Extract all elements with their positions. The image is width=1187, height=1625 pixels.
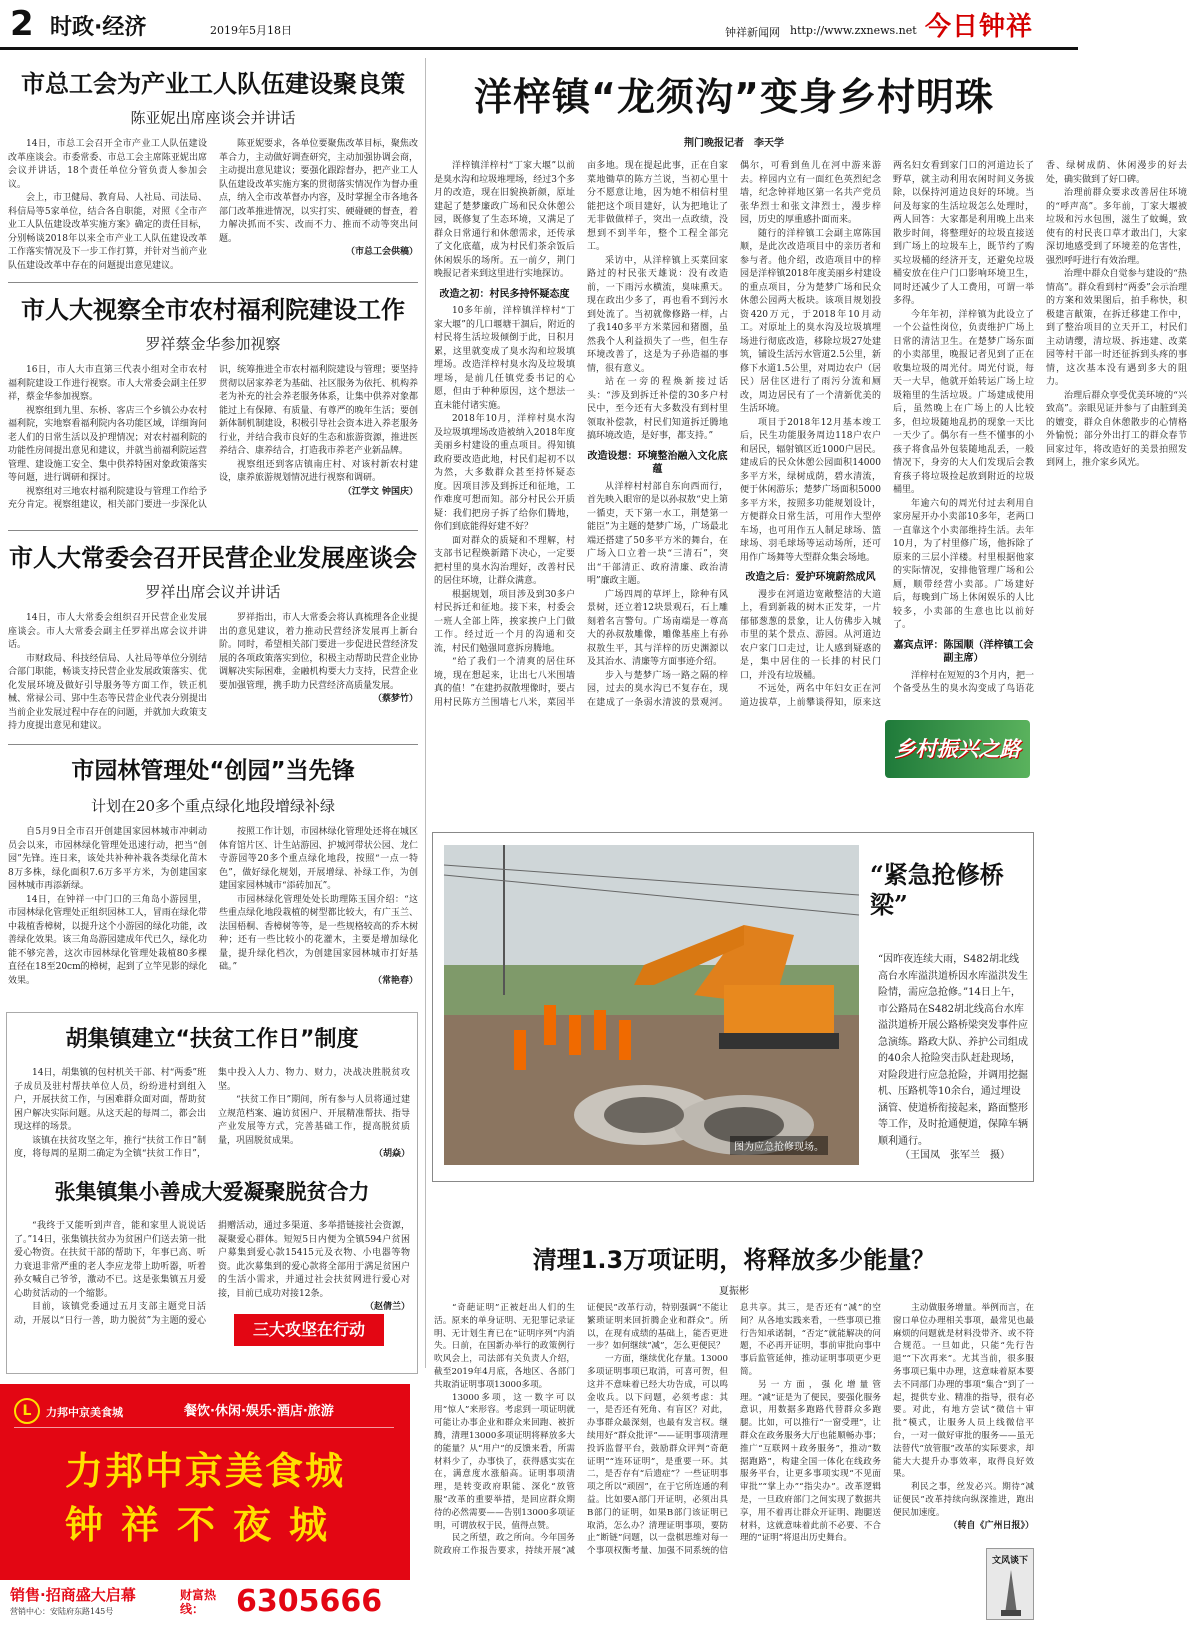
- issue-date: 2019年5月18日: [210, 24, 292, 37]
- photo-illustration: [444, 845, 859, 1165]
- page-number: 2: [10, 4, 34, 44]
- main-byline: 荆门晚报记者 李天学: [684, 138, 784, 149]
- article-huji-town: [14, 1022, 410, 1171]
- headline: 胡集镇建立“扶贫工作日”制度: [65, 1027, 359, 1052]
- section-heading: 改造之初：村民多持怀疑态度: [439, 288, 570, 300]
- newspaper-logo: 今日钟祥: [925, 12, 1034, 42]
- headline: 市总工会为产业工人队伍建设聚良策: [21, 70, 405, 98]
- photo-caption: 图为应急抢修现场。: [730, 1136, 828, 1155]
- article-body: “我终于又能听到声音，能和家里人说说话了。”14日，张集镇扶贫办为贫困户们送去第一批爱心物资。在扶贫干部的帮助下，年事已高、听力衰退非常严重的老人李应龙带上助听器，听着孙女喊自己爷爷，激动不已。这是张集镇五月爱心助贫活动的一个缩影。 目前，该镇党委通过五月支部主题党日活动，开展以“日行一善，助力脱贫”为主题的爱心捐赠活动，通过多渠道、多举措链接社会资源，凝聚爱心群体。短短5日内便为全镇594户贫困户募集到爱心款15415元及衣物、小电器等物资。此次募集到的爱心款将全部用于满足贫困户的生活小需求，并通过社会扶贫网进行爱心对接，目前已成功对接12条。 （赵倩兰）: [14, 1221, 410, 1326]
- subheadline: 罗祥蔡金华参加视察: [145, 335, 281, 353]
- brand-logo-icon: L: [14, 1398, 40, 1424]
- ad-brand-small: 力邦中京美食城: [46, 1406, 123, 1419]
- credit: （江学文 钟国庆）: [342, 486, 418, 497]
- ad-hotline[interactable]: 6305666: [236, 1584, 383, 1619]
- site-name: 钟祥新闻网: [725, 26, 780, 39]
- credit: （赵倩兰）: [364, 1302, 410, 1312]
- divider: [8, 744, 418, 745]
- ad-slogan: 钟祥不夜城: [64, 1503, 345, 1547]
- article-union: [8, 64, 418, 286]
- rescue-scene-photo: [444, 845, 859, 1165]
- ad-address: 营销中心：安陆府东路145号: [10, 1607, 114, 1616]
- campaign-banner: 三大攻坚在行动: [234, 1314, 384, 1346]
- photo-news-title: “紧急抢修桥梁”: [870, 860, 1004, 919]
- credit: （常艳春）: [372, 975, 418, 986]
- section-heading: 改造设想：环境整治融入文化底蕴: [587, 450, 728, 475]
- site-url[interactable]: http://www.zxnews.net: [790, 24, 917, 37]
- credit: （胡焱）: [373, 1149, 410, 1159]
- article-body: 14日，市人大常委会组织召开民营企业发展座谈会。市人大常委会副主任罗祥出席会议并讲话。 市财政局、科技经信局、人社局等单位分别结合部门职能，畅谈支持民营企业发展政策落实、优化发展环境及做好引导服务等方面工作，铁正机械、常禄公司、郢中生态等民营企业代表分别提出当前企业发展过程中存在的问题，并就加大政策支持力度提出意见和建议。 罗祥指出，市人大常委会将认真梳理各企业提出的意见建议，着力推动民营经济发展再上新台阶。同时，希望相关部门要进一步促进民营经济发展的各项政策落实到位，积极主动帮助民营企业协调解决实际困难，金融机构要大力支持，民营企业要加强管理，携手助力民营经济高质量发展。 （蔡梦竹）: [8, 613, 418, 731]
- article-private-enterprise: [8, 538, 418, 740]
- credit: （转自《广州日报》）: [948, 1520, 1034, 1531]
- divider: [8, 530, 418, 531]
- headline: 市人大常委会召开民营企业发展座谈会: [9, 544, 417, 572]
- column-divider: [425, 58, 426, 1368]
- proof-byline: 夏振彬: [719, 1286, 749, 1297]
- rural-revitalization-badge: 乡村振兴之路: [885, 720, 1030, 778]
- headline: 市人大视察全市农村福利院建设工作: [21, 296, 405, 324]
- headline: 张集镇集小善成大爱凝聚脱贫合力: [54, 1180, 370, 1204]
- subheadline: 罗祥出席会议并讲话: [145, 583, 281, 601]
- advertisement[interactable]: [0, 1384, 410, 1625]
- article-body: 16日，市人大市直第三代表小组对全市农村福利院建设工作进行视察。市人大常委会副主任罗祥，蔡金华参加视察。 视察组到九里、东桥、客店三个乡镇公办农村福利院，实地察看福利院内各功能区域，详细询问老人们的日常生活以及护理情况；对农村福利院的功能性房间提出意见和建议，并就当前福利院运营管理、建设施工安全、集中供养特困对象政策落实等问题，进行调研和探讨。 视察组对三地农村福利院建设与管理工作给予充分肯定。视察组建议，相关部门要进一步深化认识，统筹推进全市农村福利院建设与管理；要坚持贯彻以居家养老为基础、社区服务为依托、机构养老为补充的社会养老服务体系，让集中供养对象都能过上有保障、有质量、有尊严的晚年生活；要创新体制机制建设，积极引导社会资本进入养老服务行业，并结合我市良好的生态和旅游资源，推进医养结合、康养结合，打造我市养老产业新品牌。 视察组还到客店镇南庄村、对该村新农村建设，康养旅游规划情况进行视察和调研。 （江学文 钟国庆）: [8, 365, 418, 510]
- article-garden-office: [8, 752, 418, 988]
- tower-icon: [987, 1566, 1035, 1618]
- subheadline: 陈亚妮出席座谈会并讲话: [130, 109, 296, 127]
- ad-categories: 餐饮·休闲·娱乐·酒店·旅游: [184, 1404, 334, 1419]
- credit: （蔡梦竹）: [372, 694, 418, 704]
- article-body: 14日，胡集镇的包村机关干部、村“两委”班子成员及驻村帮扶单位人员，纷纷进村到组入户，开展扶贫工作，与困难群众面对面，帮助贫困户解决实际问题。从这天起的每周二，都会出现这样的场景。 该镇在扶贫攻坚之年，推行“扶贫工作日”制度，将每周的星期二确定为全镇“扶贫工作日”，集中投入人力、物力、财力，决战决胜脱贫攻坚。 “扶贫工作日”期间，所有参与人员将通过建立规范档案、遍访贫困户、开展精准帮扶、指导产业发展等方式，完善基础工作，提高脱贫质量，巩固脱贫成果。 （胡焱）: [14, 1067, 410, 1171]
- main-article-body: 洋梓镇洋梓村“丁家大堰”以前是臭水沟和垃圾堆埋场，经过3个多月的改造，现在旧貌换新颜，原址建起了楚梦廉政广场和民众休憩公园，既修复了生态环境，又满足了群众日常通行和休憩需求，还传承了文化底蕴，成为村民们茶余饭后休闲娱乐的场所。五一前夕，荆门晚报记者来到这里进行实地探访。 改造之初：村民多持怀疑态度 10多年前，洋梓镇洋梓村“丁家大堰”的几口堰塘干涸后，附近的村民将生活垃圾倾倒于此，日积月累，这里就变成了臭水沟和垃圾填埋场。改造洋梓村臭水沟及垃圾填埋场，是前几任镇党委书记的心愿，但由于种种原因，这个想法一直未能付诸实施。 2018年10月，洋梓村臭水沟及垃圾填埋场改造被纳入2018年度美丽乡村建设的重点项目。得知镇政府要改造此地，村民们起初不以为然，大多数群众甚至持怀疑态度。因项目涉及到拆迁和征地，工作难度可想而知。部分村民公开质疑：我们把房子拆了给你们腾地，你们到底能得好建不好？ 面对群众的质疑和不理解，村支部书记程焕新踏下决心，一定要把村里的臭水沟治理好，改善村民的居住环境，让群众满意。 根据规划，项目涉及到30多户村民拆迁和征地。接下来，村委会一班人全部上阵，挨家挨户上门做工作。经过近一个月的沟通和交流，村民们勉强同意拆房腾地。 “给了我们一个清爽的居住环境，现在想起来，让出七八米围墙真的值！”在建扔叔散埋像时，要占用村民陈方兰围墙七八米，菜园半亩多地。现在提起此事，正在自家菜地锄草的陈方兰说，当初心里十分不愿意让地，因为她不相信村里能把这个项目建好，认为把地让了无非做做样子，突出一点政绩，没想到不到半年，整个工程全部完工。 采访中，从洋梓镇上买菜回家路过的村民张天雄说：没有改造前，一下雨污水横流，臭味熏天。现在政出少多了，再也看不到污水到处流了。当初就像修路一样，占了我140多平方米菜园和猪圈，虽然我个人利益损失了一些，但生存环境改善了，这是为子孙造福的事情，很有意义。 站在一旁的程焕新接过话头：“涉及到拆迁补偿的30多户村民中，至今还有大多数没有到村里领取补偿款，村民们知道拆迁腾地搞环境改造，是好事，都支持。” 改造设想：环境整治融入文化底蕴 从洋梓村村部自东向西而行，首先映入眼帘的是以孙叔敖“史上第一循吏，天下第一水工，荆楚第一能臣”为主题的楚梦广场，广场最北端还搭建了50多平方米的舞台，在广场入口立着一块“三清石”，突出“干部清正、政府清廉、政治清明”廉政主题。 广场四周的草坪上，除种有风景树，还立着12块景观石，石上雕刻着名言警句。广场南端是一尊高大的孙叔敖雕像，雕像基座上有孙叔敖生平，其与洋梓的历史渊源以及其治水、清廉等方面事迹介绍。 步入与楚梦广场一路之隔的梓园，过去的臭水沟已不复存在，现在建成了一条弱水清波的景观河。偶尔，可看到鱼儿在河中游来游去。梓园内立有一面红色英烈纪念墙，纪念钟祥地区第一名共产党员张华烈士和张文津烈士，漫步梓园，历史的厚重感扑面而来。 随行的洋梓镇工会副主席陈国顺，是此次改造项目中的亲历者和参与者。他介绍，改造项目中的梓园是洋梓镇2018年度美丽乡村建设的重点项目，分为楚梦广场和民众休憩公园两大板块。该项目规划投资420万元，于2018年10月动工。对原址上的臭水沟及垃圾填埋场进行彻底改造，移除垃圾27处建筑，铺设生活污水管道2.5公里，新修下水道1.5公里，对周边农户（居民）居住区进行了雨污分流和厕改，周边居民有了一个清新优美的生活环境。 项目于2018年12月基本竣工后，民生功能服务周边118户农户和居民，辐射镇区近1000户居民。建成后的民众休憩公园面积14000多平方米，绿树成荫，碧水清流，便于休闲游乐；楚梦广场面积5000多平方米，按照多功能规划设计，方便群众日常生活，可用作大型停车场，也可用作五人制足球场、篮球场、羽毛球场等运动场所，还可用作广场舞等大型群众集会场地。 改造之后：爱护环境蔚然成风 漫步在河道边宽敞整洁的大道上，看到新栽的树木正发芽，一片郁郁葱葱的景象，让人仿佛步入城市里的某个景点、游园。从河道边农户家门口走过，让人感到疑惑的是，集中居住的一长排的村民门口，并没有垃圾桶。 不远处，两名中年妇女正在河道边拔草，上前攀谈得知，原来这两名妇女看到家门口的河道边长了野草，就主动利用农闲时间义务拔除，以保持河道边良好的环境。当问及每家的生活垃圾怎么处理时，两人回答：大家都是利用晚上出来散步时间，将整理好的垃圾直接送到广场上的垃圾车上，既节约了购买垃圾桶的经济开支，还避免垃圾桶安放在住户门口影响环境卫生，同时还减少了人工费用，可谓一举多得。 今年年初，洋梓镇为此设立了一个公益性岗位，负责维护广场上日常的清洁卫生。在楚梦广场东面的小卖部里，晚报记者见到了正在收集垃圾的周光付。周光付说，每天一大早，他就开始转运广场上垃圾箱里的生活垃圾。广场建成使用后，虽然晚上在广场上的人比较多，但垃圾随地乱扔的现象一天比一天少了。偶尔有一些不懂事的小孩子将食品外包装随地乱丢，一般情况下，身旁的大人们发现后会教育孩子将垃圾捡起放到附近的垃圾桶里。 年逾六旬的周光付过去利用自家房屋开办小卖部10多年，老两口一直靠这个小卖部维持生活。去年10月，为了村里修广场，他拆除了原来的三层小洋楼。村里根据他家的实际情况，安排他管理广场和公厕，顺带经营小卖部。广场建好后，每晚到广场上休闲娱乐的人比较多，小卖部的生意也比以前好了。 嘉宾点评：陈国顺（洋梓镇工会副主席） 洋梓村在短短的3个月内，把一个备受丛生的臭水沟变成了鸟语花香、绿树成荫、休闲漫步的好去处，确实做到了好口碑。 治理前群众要求改善居住环境的“呼声高”。多年前，丁家大堰被垃圾和污水包围，滋生了蚊蝇，致使有的村民丧口草才敢出门，大家深切地感受到了环境差的危害性，强烈呼吁进行有效治理。 治理中群众自觉参与建设的“热情高”。群众看到村“两委”会示治理的方案和效果图后，拍手称快，积极建言献策，在拆迁移建工作中，到了整治项目的立天开工，村民们主动请缨，清垃圾、拆违建、改菜园等村干部一时还征拆到头疼的事情，这次基本没有遇到多大的阻力。 治理后群众享受优美环境的“兴致高”。亲眼见证并参与了由脏到美的嬗变，群众自休憩散步的心情格外愉悦；部分外出打工的群众春节回家过年，将改造好的美景拍照发到网上，推介家乡风光。: [434, 161, 1187, 708]
- article-body: 自5月9日全市召开创建国家园林城市冲刺动员会以来，市园林绿化管理处迅速行动，把当“创园”先锋。连日来，该处共补种补栽各类绿化苗木8万多株，绿化面积7.6万多平方米，为创建国家园林城市再添新绿。 14日，在钟祥一中门口的三角岛小游园里，市园林绿化管理处正组织园林工人，冒雨在绿化带中栽植香樟树，以提升这个小游园的绿化功能，改善绿化效果。该三角岛游园建成年代已久，绿化功能不够完善，这次市园林绿化管理处栽植80多棵直径在18至20cm的樟树，起到了立竿见影的绿化效果。 按照工作计划，市园林绿化管理处还将在城区体育馆片区、计生站游园、护城河带状公园、龙仁寺游园等20多个重点绿化地段，按照“一点一特色”，做好绿化规划，开展增绿、补绿工作，为创建国家园林城市“添砖加瓦”。 市园林绿化管理处处长助理陈玉国介绍：“这些重点绿化地段栽植的树型都比较大，有广玉兰、法国梧桐、香樟树等等，是一些规格较高的乔木树种；还有一些比较小的花灌木，主要是增加绿化量，提升绿化档次，为创建国家园林城市打好基础。” （常艳春）: [8, 826, 418, 988]
- main-headline: 洋梓镇“龙须沟”变身乡村明珠: [474, 75, 994, 119]
- comment-heading: 嘉宾点评：陈国顺（洋梓镇工会副主席）: [893, 639, 1034, 664]
- section-title: 时政·经济: [50, 15, 147, 40]
- ad-brand: 力邦中京美食城: [64, 1449, 345, 1493]
- section-heading: 改造之后：爱护环境蔚然成风: [745, 572, 876, 583]
- column-corner-box: [986, 1548, 1034, 1620]
- proof-article-body: “奇葩证明”正被赶出人们的生活。原来的单身证明、无犯罪记录证明、无计划生育已在“证明序列”内消失。日前，在国新办举行的政策例行吹风会上，司法部有关负责人介绍，截至2019年4月底，各地区、各部门共取消证明事项13000多项。 13000多项，这一数字可以用“惊人”来形容。考虑到一项证明就可能让办事企业和群众来回跑、被折腾，清理13000多项证明将释放多大的能量？从“用户”的反馈来看，所需材料少了，办事快了，获得感实实在在，满意度水涨船高。证明事项清理，是转变政府职能、深化“放管服”改革的重要举措，是回应群众期待的必然需要——告别13000多项证明，可谓放权于民，值得点赞。 民之所望，政之所向。今年国务院政府工作报告要求，持续开展“减证便民”改革行动，特别强调“不能让繁琐证明来回折腾企业和群众”。所以，在现有成绩的基础上，能否更进一步？如何继续“减”，怎么更便民？ 一方面，继续优化存量。13000多项证明事项已取消，可喜可贺，但这并不意味着已经大功告成，可以鸣金收兵。以下问题，必须考虑：其一，是否还有死角、有盲区？对此，办事群众最深刻，也最有发言权。继续用好“群众批评”——证明事项清理投诉监督平台，鼓励群众评判“奇葩证明”“连环证明”，是重要一环。其二，是否存有“后遗症”？一些证明事项之所以“顽固”，在于它所连通的利益。比如要A部门开证明，必须出具B部门的证明，如果B部门该证明已取消，怎么办？清理证明事项，要防止“断链”问题，以一盘棋思维对每一个事项权衡考量、加强不同系统的信息共享。其三，是否还有“减”的空间？从各地实践来看，一些事项已推行告知承诺制，“否定”就能解决的问题，不必再开证明，事前审批向事中事后监管延伸，推动证明事项更少更简。 另一方面，强化增量管理。“减”证是为了便民，要强化服务意识，用数据多跑路代替群众多跑腿。比如，可以推行“一窗受理”，让群众在政务服务大厅也能顺畅办事；推广“互联网＋政务服务”，推动“数据跑路”，构建全国一体化在线政务服务平台，让更多事项实现“不见面审批”“掌上办”“指尖办”。改革逻辑是，一旦政府部门之间实现了数据共享，用不着再让群众开证明、跑腿送材料，这就意味着此前不必要、不合理的“证明”将退出历史舞台。 主动做服务增量。举例而言，在窗口单位办理相关事项，最常见也最麻烦的问题就是材料没带齐、或不符合规范。一旦如此，只能“先行告退”“下次再来”。尤其当前，很多服务事项已集中办理，这意味着原本要去不同部门办理的事项“集合”到了一起，提供专业、精准的指导，很有必要。对此，有地方尝试“微信＋审批”模式，让服务人员上线微信平台，一对一做好审批的服务——虽无法替代“放管服”改革的实际要求，却能大大提升办事效率，取得良好效果。 利民之事，丝发必兴。期待“减证便民”改革持续向纵深推进，跑出便民加速度。 （转自《广州日报》）: [434, 1303, 1034, 1557]
- article-npc-inspection: [8, 290, 418, 526]
- credit: （市总工会供稿）: [345, 247, 418, 257]
- ad-hotline-label: 财富热线：: [180, 1588, 217, 1616]
- divider: [8, 282, 418, 283]
- proof-headline: 清理1.3万项证明，将释放多少能量？: [532, 1246, 936, 1274]
- headline: 市园林管理处“创园”当先锋: [71, 758, 355, 784]
- subheadline: 计划在20多个重点绿化地段增绿补绿: [90, 797, 336, 815]
- article-body: 14日，市总工会召开全市产业工人队伍建设改革座谈会。市委常委、市总工会主席陈亚妮出席会议并讲话，18个责任单位分管负责人参加会议。 会上，市卫健局、教育局、人社局、司法局、科信局等5家单位，结合各自职能，对照《全市产业工人队伍建设改革实施方案》确定的责任目标，分别畅谈2018年以来全市产业工人队伍建设改革工作落实情况及下一步工作打算，并针对当前产业队伍建设改革中存在的问题提出意见建议。 陈亚妮要求，各单位要聚焦改革目标，聚焦改革合力，主动做好调查研究，主动加强协调会商，主动提出意见建议；要强化跟踪督办，把产业工人队伍建设改革实施方案的贯彻落实情况作为督办重点，纳入全市改革督办内容，及时掌握全市各地各部门改革推进情况，以实打实、硬碰硬的督查，着力解决抓而不实、改而不力、推而不动等突出问题。 （市总工会供稿）: [8, 139, 418, 271]
- photo-news-text: “因昨夜连续大雨，S482胡北线高台水库溢洪道桥因水库溢洪发生险情，需应急抢修。”14日上午，市公路局在S482胡北线高台水库溢洪道桥开展公路桥梁突发事件应急演练。路政大队、养护公司组成的40余人抢险突击队赶赴现场，对险段进行应急抢险，并调用挖掘机、压路机等10余台，通过埋设涵管、使道桥衔接起来，路面整形等工作，及时抢通便道，保障车辆顺利通行。: [878, 954, 1028, 1147]
- corner-label: 文风谈下: [991, 1556, 1028, 1566]
- ad-sales: 销售·招商盛大启幕: [10, 1586, 136, 1604]
- photo-credit: （王国凤 张军兰 摄）: [900, 1150, 1010, 1161]
